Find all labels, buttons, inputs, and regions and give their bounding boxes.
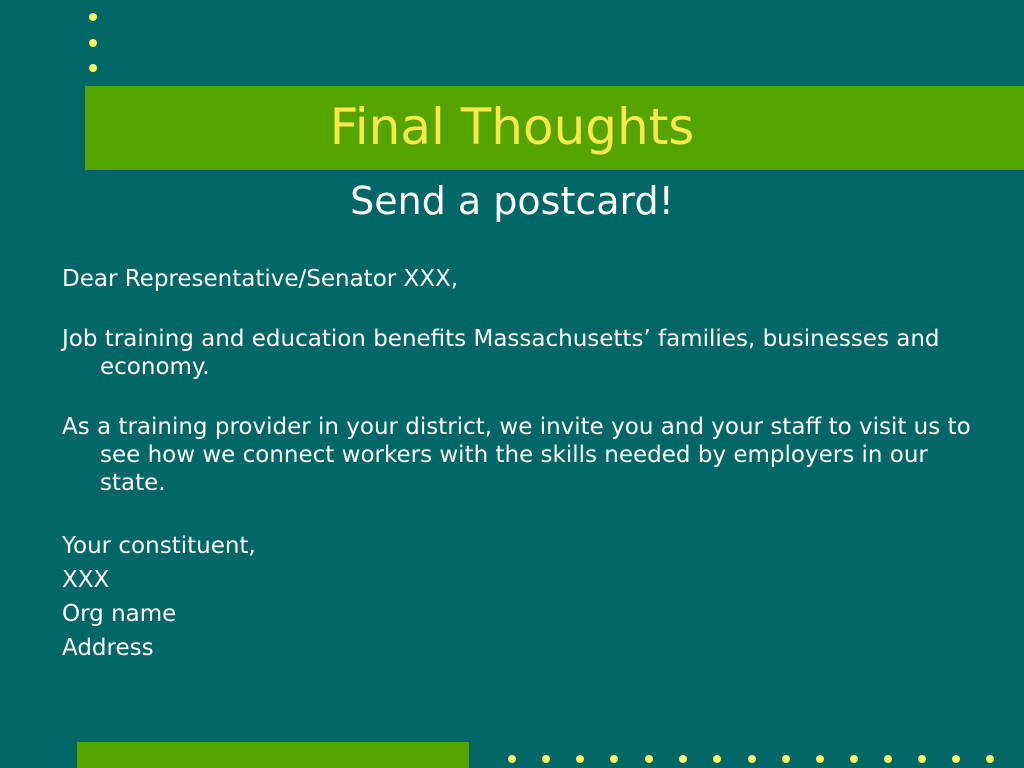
decorative-dot [610,755,618,763]
paragraph-invitation: As a training provider in your district, we invite you and your staff to visit us to see how we connect workers with the skills needed by employers in our state. [62,414,971,496]
decorative-dot [986,755,994,763]
decorative-dot [542,755,550,763]
decorative-dot [713,755,721,763]
decorative-dot [782,755,790,763]
slide-subtitle: Send a postcard! [350,179,674,223]
org-name: Org name [62,601,177,627]
closing: Your constituent, [62,533,256,559]
decorative-dot [89,64,97,72]
address: Address [62,635,154,661]
decorative-dot [576,755,584,763]
decorative-dot [89,13,97,21]
decorative-dot [89,39,97,47]
decorative-dot [508,755,516,763]
signature: XXX [62,567,110,593]
decorative-dot [816,755,824,763]
decorative-dot [884,755,892,763]
postcard-text [62,265,982,665]
decorative-dot [918,755,926,763]
decorative-dot [679,755,687,763]
slide-title: Final Thoughts [329,98,695,156]
decorative-dot [850,755,858,763]
decorative-dot [748,755,756,763]
paragraph-benefits: Job training and education benefits Massachusetts’ families, businesses and economy. [62,326,940,380]
bottom-accent-bar [77,742,469,768]
greeting: Dear Representative/Senator XXX, [62,266,459,292]
decorative-dot [952,755,960,763]
decorative-dot [645,755,653,763]
